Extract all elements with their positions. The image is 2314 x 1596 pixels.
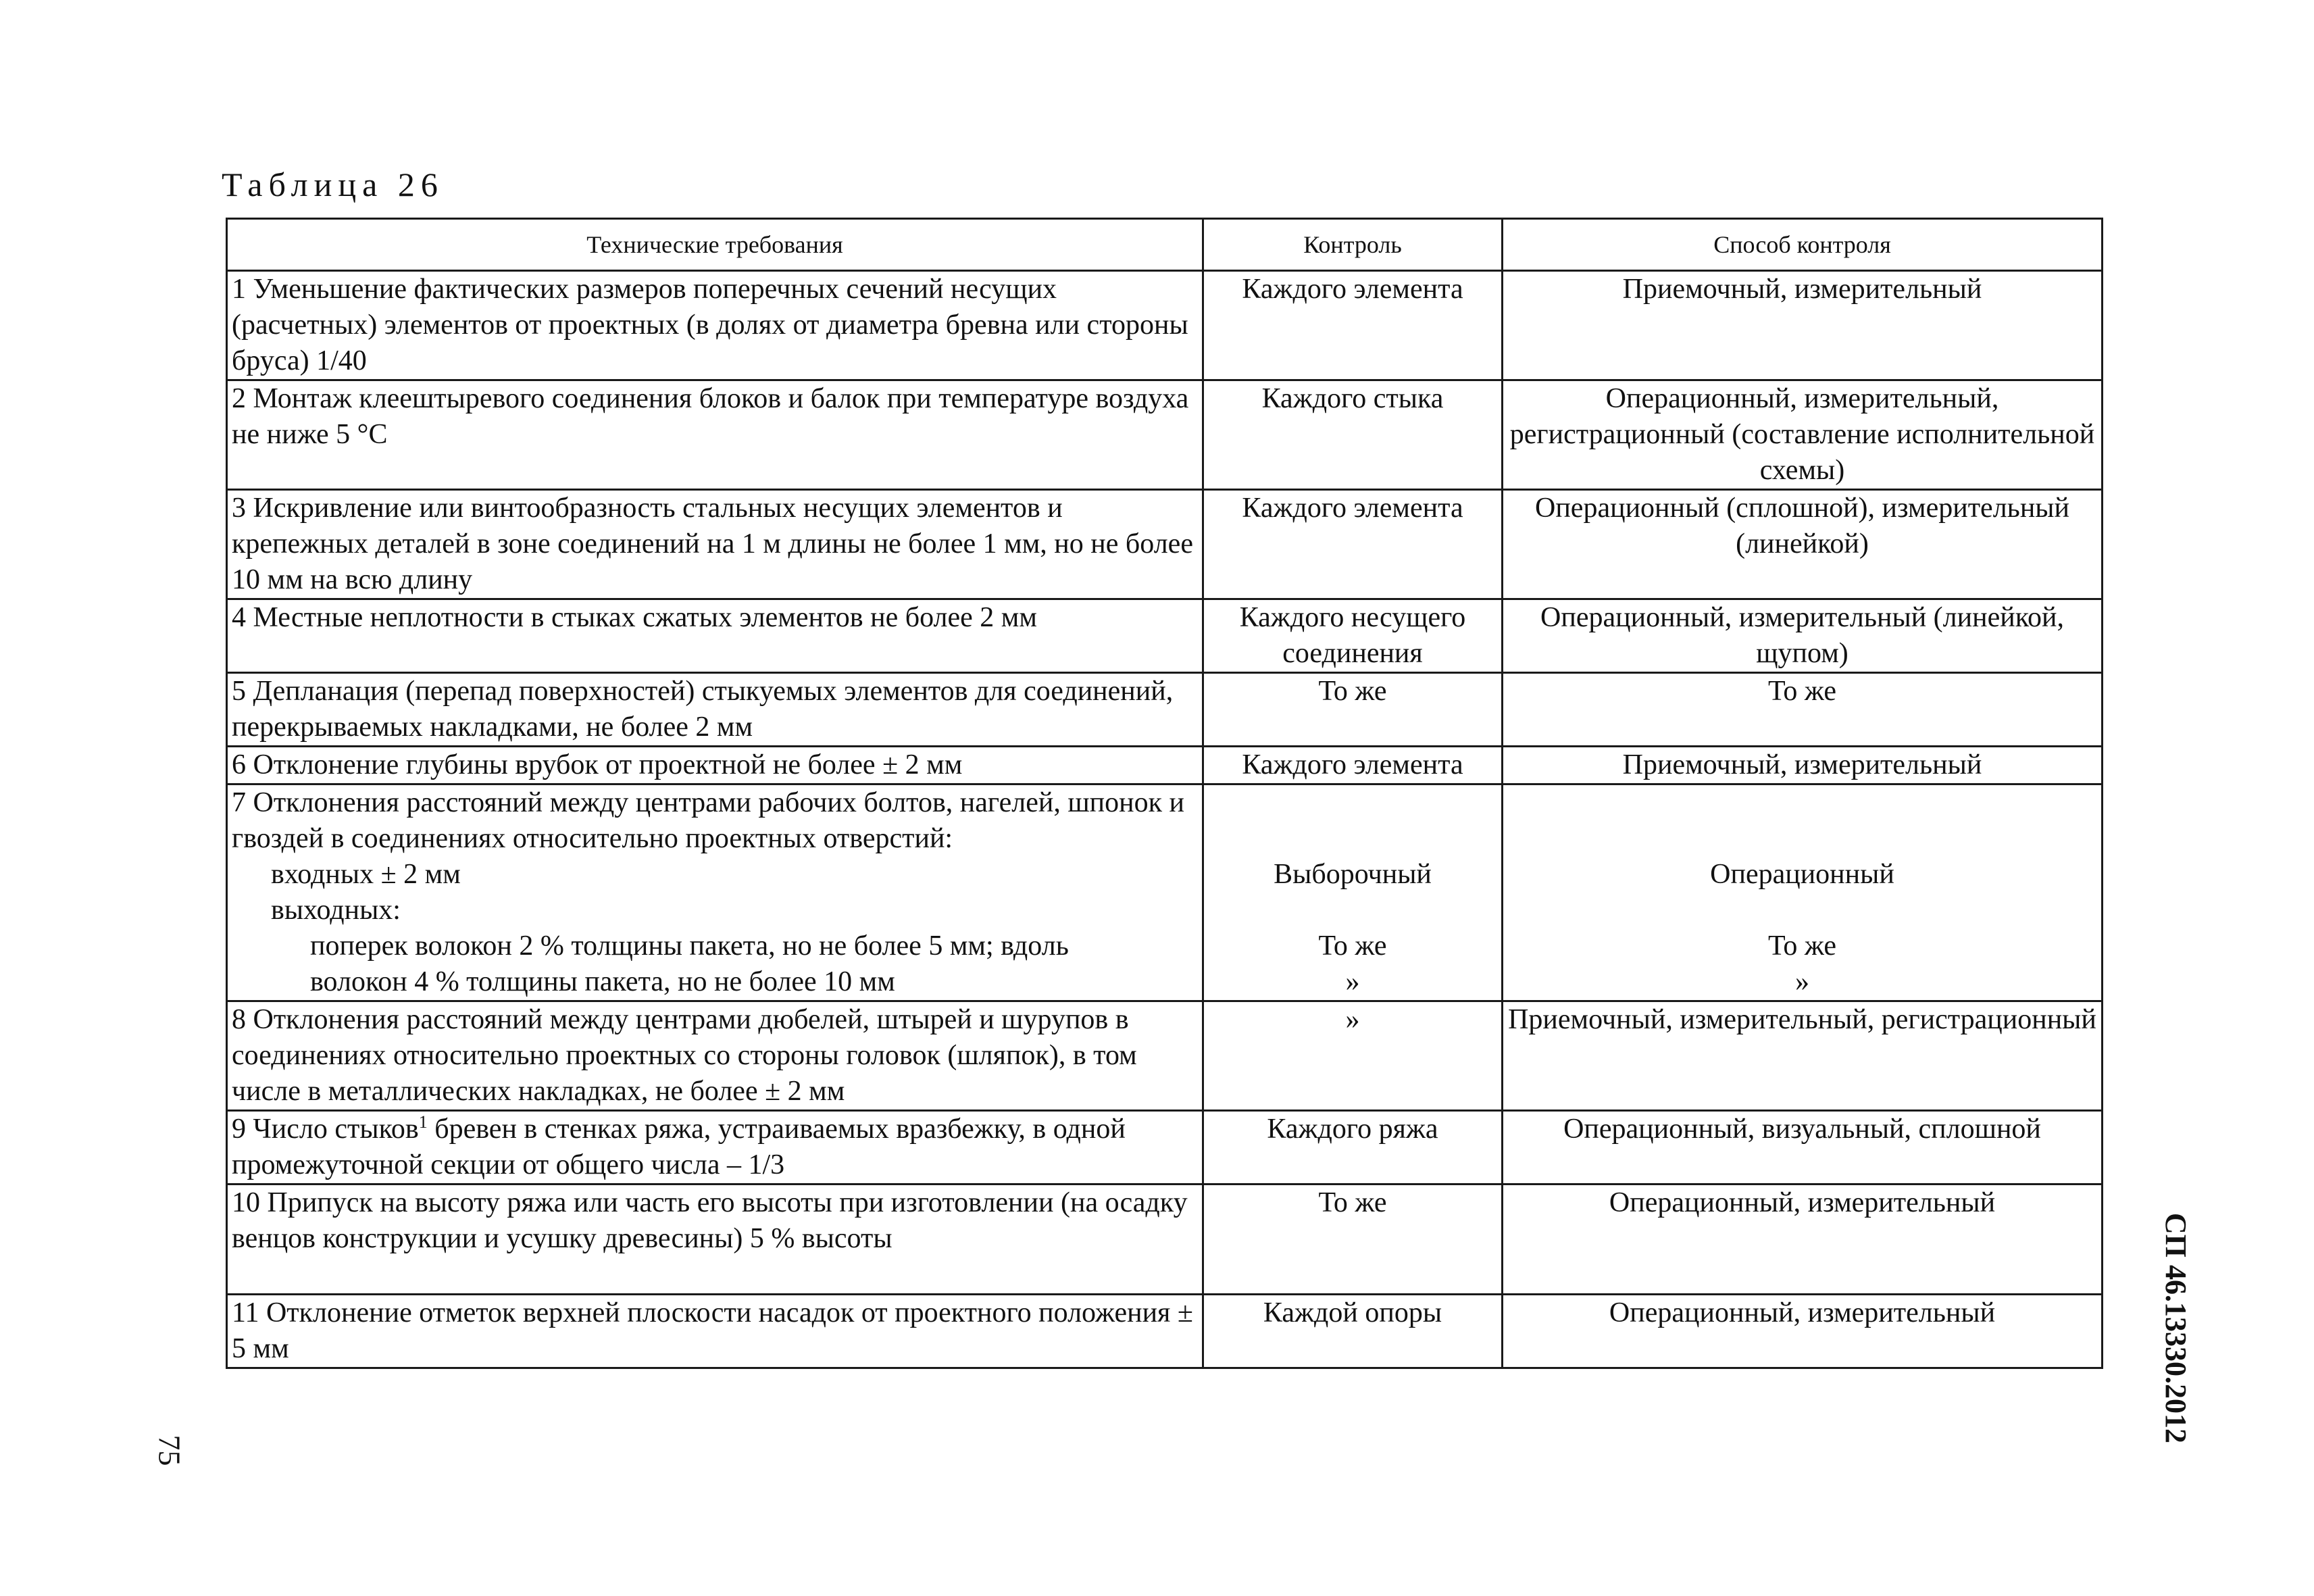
requirement-cell: [227, 1111, 1203, 1184]
requirement-cell: 6 Отклонение глубины врубок от проектной не более ± 2 мм: [227, 747, 1203, 784]
method-across-fibers: То же: [1767, 930, 1837, 962]
table-row: [227, 784, 2103, 1001]
control-cell: То же: [1203, 673, 1503, 747]
control-input-holes: Выборочный: [1274, 859, 1432, 890]
requirement-output-holes: выходных:: [271, 895, 401, 926]
method-cell: [1503, 784, 2103, 1001]
control-cell: Каждого элемента: [1203, 271, 1503, 380]
requirement-cell: 1 Уменьшение фактических размеров поперечных сечений несущих (расчетных) элементов от проектных (в долях от диаметра бревна или стороны бруса) 1/40: [227, 271, 1203, 380]
table-row: [227, 1111, 2103, 1184]
requirement-cell: 8 Отклонения расстояний между центрами дюбелей, штырей и шурупов в соединениях относительно проектных со стороны головок (шляпок), в том числе в металлических накладках, не более ± 2 мм: [227, 1001, 1203, 1111]
column-header-control: Контроль: [1203, 219, 1503, 271]
table-row: [227, 673, 2103, 747]
requirements-table: [226, 218, 2103, 1369]
requirement-across-fibers: поперек волокон 2 % толщины пакета, но не более 5 мм; вдоль: [310, 930, 1069, 962]
control-cell: Каждой опоры: [1203, 1295, 1503, 1368]
requirement-along-fibers: волокон 4 % толщины пакета, но не более 10 мм: [310, 966, 895, 997]
column-header-method: Способ контроля: [1503, 219, 2103, 271]
control-cell: Каждого элемента: [1203, 490, 1503, 599]
document-code: СП 46.13330.2012: [2159, 1213, 2192, 1443]
table-row: [227, 380, 2103, 490]
control-cell: Каждого ряжа: [1203, 1111, 1503, 1184]
method-cell: Операционный, измерительный: [1503, 1295, 2103, 1368]
page-number: 75: [152, 1435, 187, 1466]
table-row: [227, 599, 2103, 673]
requirement-text-b: бревен в стенках ряжа, устраиваемых вразбежку, в одной промежуточной секции от общего числа – 1/3: [232, 1114, 1126, 1180]
method-cell: Приемочный, измерительный, регистрационный: [1503, 1001, 2103, 1111]
control-cell: »: [1203, 1001, 1503, 1111]
footnote-marker: 1: [418, 1112, 428, 1132]
table-row: [227, 1184, 2103, 1295]
requirement-cell: 3 Искривление или винтообразность стальных несущих элементов и крепежных деталей в зоне соединений на 1 м длины не более 1 мм, но не более 10 мм на всю длину: [227, 490, 1203, 599]
table-header-row: [227, 219, 2103, 271]
requirement-intro: 7 Отклонения расстояний между центрами рабочих болтов, нагелей, шпонок и гвоздей в соединениях относительно проектных отверстий:: [232, 787, 1184, 854]
table-row: [227, 490, 2103, 599]
column-header-requirements: Технические требования: [227, 219, 1203, 271]
method-cell: Операционный, измерительный, регистрационный (составление исполнительной схемы): [1503, 380, 2103, 490]
requirement-input-holes: входных ± 2 мм: [271, 859, 461, 890]
table-title: Таблица 26: [222, 166, 444, 203]
control-cell: Каждого элемента: [1203, 747, 1503, 784]
requirement-text-a: 9 Число стыков: [232, 1114, 419, 1145]
table-row: [227, 1001, 2103, 1111]
method-cell: Операционный, измерительный: [1503, 1184, 2103, 1295]
requirement-cell: [227, 784, 1203, 1001]
table-row: [227, 1295, 2103, 1368]
method-cell: Приемочный, измерительный: [1503, 271, 2103, 380]
control-cell: Каждого стыка: [1203, 380, 1503, 490]
method-cell: Операционный, визуальный, сплошной: [1503, 1111, 2103, 1184]
method-cell: То же: [1503, 673, 2103, 747]
table-row: [227, 271, 2103, 380]
table-row: [227, 747, 2103, 784]
method-cell: Операционный (сплошной), измерительный (линейкой): [1503, 490, 2103, 599]
requirement-cell: 4 Местные неплотности в стыках сжатых элементов не более 2 мм: [227, 599, 1203, 673]
requirement-cell: 5 Депланация (перепад поверхностей) стыкуемых элементов для соединений, перекрываемых накладками, не более 2 мм: [227, 673, 1203, 747]
control-cell: То же: [1203, 1184, 1503, 1295]
control-cell: [1203, 784, 1503, 1001]
control-cell: Каждого несущего соединения: [1203, 599, 1503, 673]
method-along-fibers: »: [1795, 966, 1809, 997]
requirement-cell: 10 Припуск на высоту ряжа или часть его высоты при изготовлении (на осадку венцов конструкции и усушку древесины) 5 % высоты: [227, 1184, 1203, 1295]
method-input-holes: Операционный: [1710, 859, 1894, 890]
method-cell: Операционный, измерительный (линейкой, щупом): [1503, 599, 2103, 673]
control-along-fibers: »: [1345, 966, 1360, 997]
control-across-fibers: То же: [1318, 930, 1387, 962]
requirement-cell: 11 Отклонение отметок верхней плоскости насадок от проектного положения ± 5 мм: [227, 1295, 1203, 1368]
requirement-cell: 2 Монтаж клеештыревого соединения блоков и балок при температуре воздуха не ниже 5 °С: [227, 380, 1203, 490]
method-cell: Приемочный, измерительный: [1503, 747, 2103, 784]
